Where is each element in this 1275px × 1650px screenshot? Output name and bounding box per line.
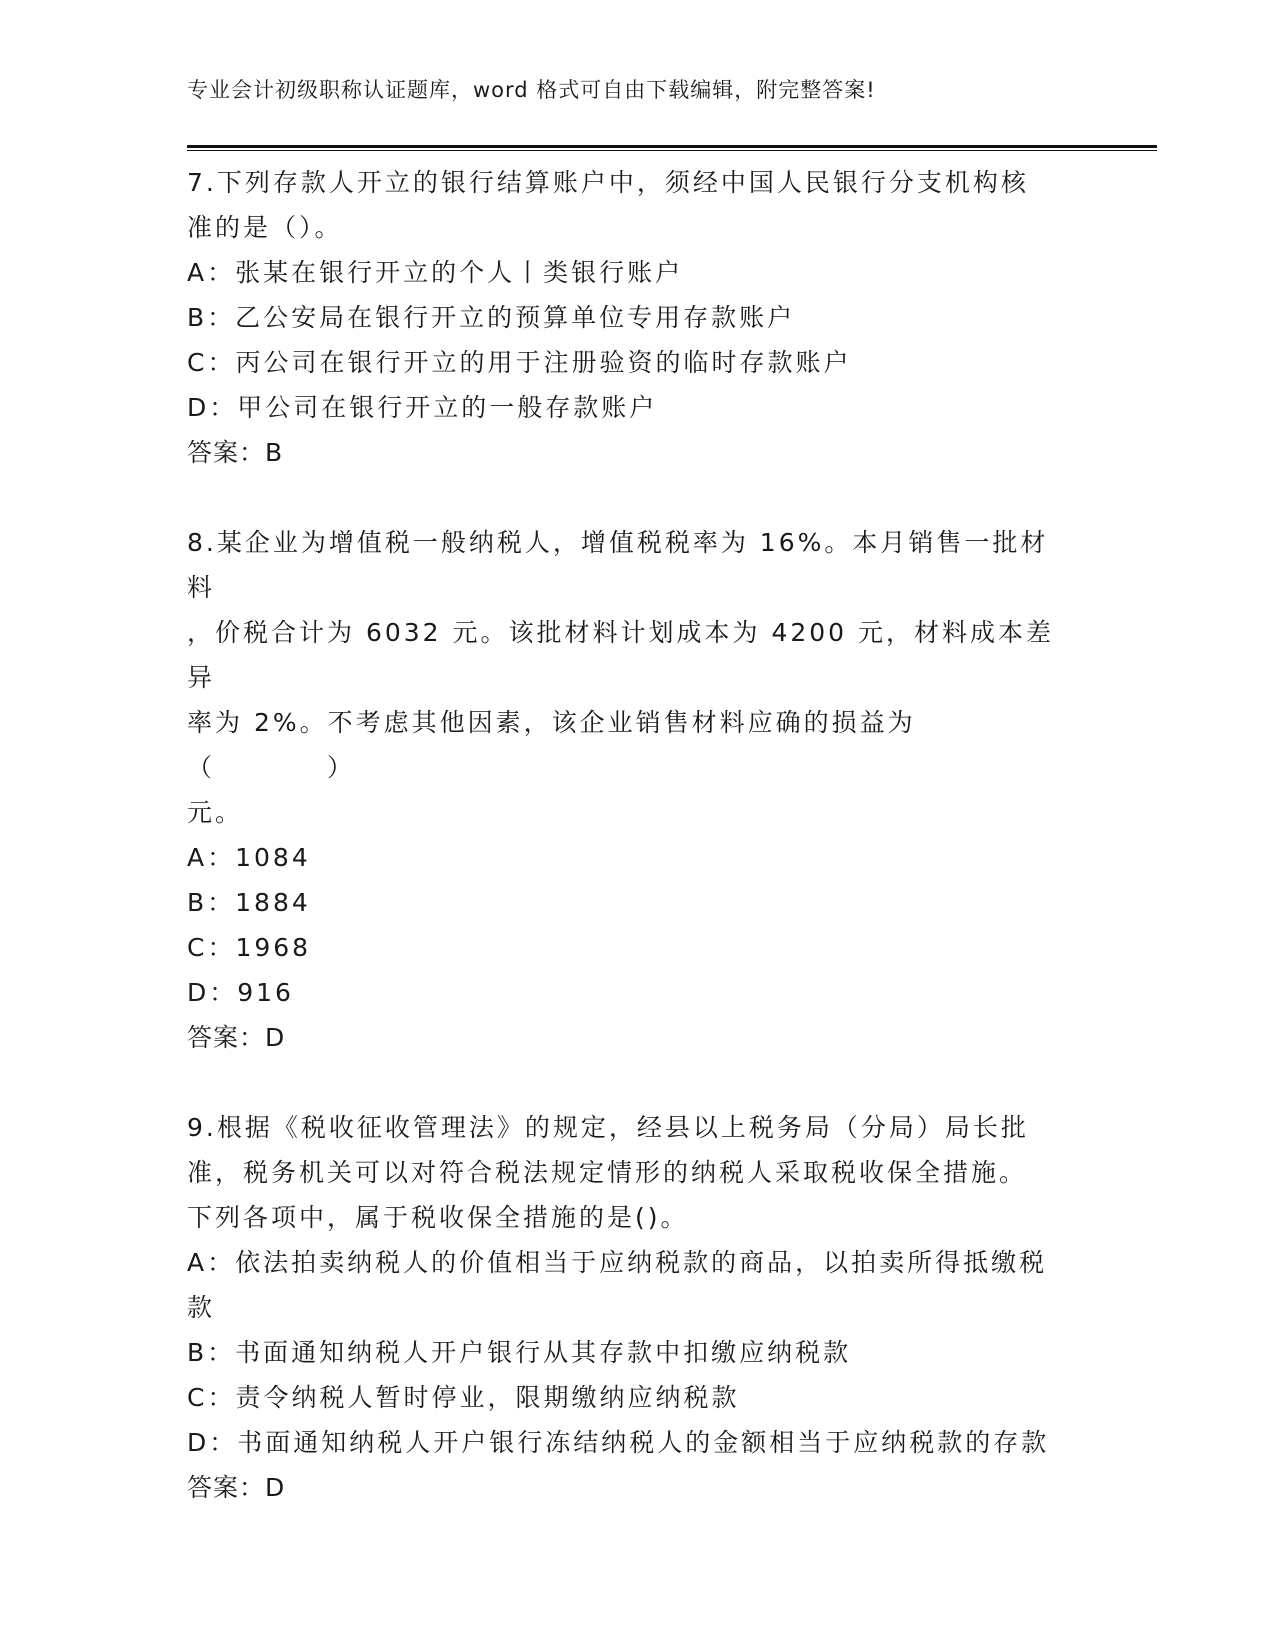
question-stem-line: 准，税务机关可以对符合税法规定情形的纳税人采取税收保全措施。	[187, 1158, 1028, 1187]
question-stem-line: 率为 2%。不考虑其他因素，该企业销售材料应确的损益为（ ）	[187, 708, 916, 782]
page-header: 专业会计初级职称认证题库，word 格式可自由下载编辑，附完整答案!	[187, 78, 876, 102]
answer: 答案：D	[187, 1473, 286, 1502]
question-stem-line: 元。	[187, 798, 244, 827]
option-d: D：916	[187, 978, 294, 1007]
option-c: C：丙公司在银行开立的用于注册验资的临时存款账户	[187, 348, 852, 377]
option-d: D：书面通知纳税人开户银行冻结纳税人的金额相当于应纳税款的存款	[187, 1428, 1050, 1457]
spacer	[187, 1060, 1087, 1105]
question-stem-line: 8.某企业为增值税一般纳税人，增值税税率为 16%。本月销售一批材料	[187, 528, 1049, 602]
option-c: C：责令纳税人暂时停业，限期缴纳应纳税款	[187, 1383, 740, 1412]
question-stem-line: ，价税合计为 6032 元。该批材料计划成本为 4200 元，材料成本差异	[187, 618, 1055, 692]
option-a-continued: 款	[187, 1293, 216, 1322]
answer: 答案：D	[187, 1023, 286, 1052]
question-9	[187, 1105, 1087, 1510]
question-stem-line: 下列各项中，属于税收保全措施的是()。	[187, 1203, 689, 1232]
option-a: A：依法拍卖纳税人的价值相当于应纳税款的商品，以拍卖所得抵缴税	[187, 1248, 1048, 1277]
option-b: B：1884	[187, 888, 311, 917]
question-list	[187, 160, 1087, 1510]
question-stem-line: 9.根据《税收征收管理法》的规定，经县以上税务局（分局）局长批	[187, 1113, 1029, 1142]
option-b: B：乙公安局在银行开立的预算单位专用存款账户	[187, 303, 796, 332]
option-b: B：书面通知纳税人开户银行从其存款中扣缴应纳税款	[187, 1338, 852, 1367]
answer: 答案：B	[187, 438, 284, 467]
option-a: A：张某在银行开立的个人丨类银行账户	[187, 258, 684, 287]
spacer	[187, 475, 1087, 520]
question-7	[187, 160, 1087, 475]
option-a: A：1084	[187, 843, 311, 872]
question-stem-line: 7.下列存款人开立的银行结算账户中，须经中国人民银行分支机构核	[187, 168, 1029, 197]
question-stem-line: 准的是（）。	[187, 213, 343, 242]
option-d: D：甲公司在银行开立的一般存款账户	[187, 393, 658, 422]
option-c: C：1968	[187, 933, 312, 962]
question-8	[187, 520, 1087, 1060]
header-rule-thick	[187, 145, 1157, 148]
header-rule-thin	[187, 150, 1157, 151]
